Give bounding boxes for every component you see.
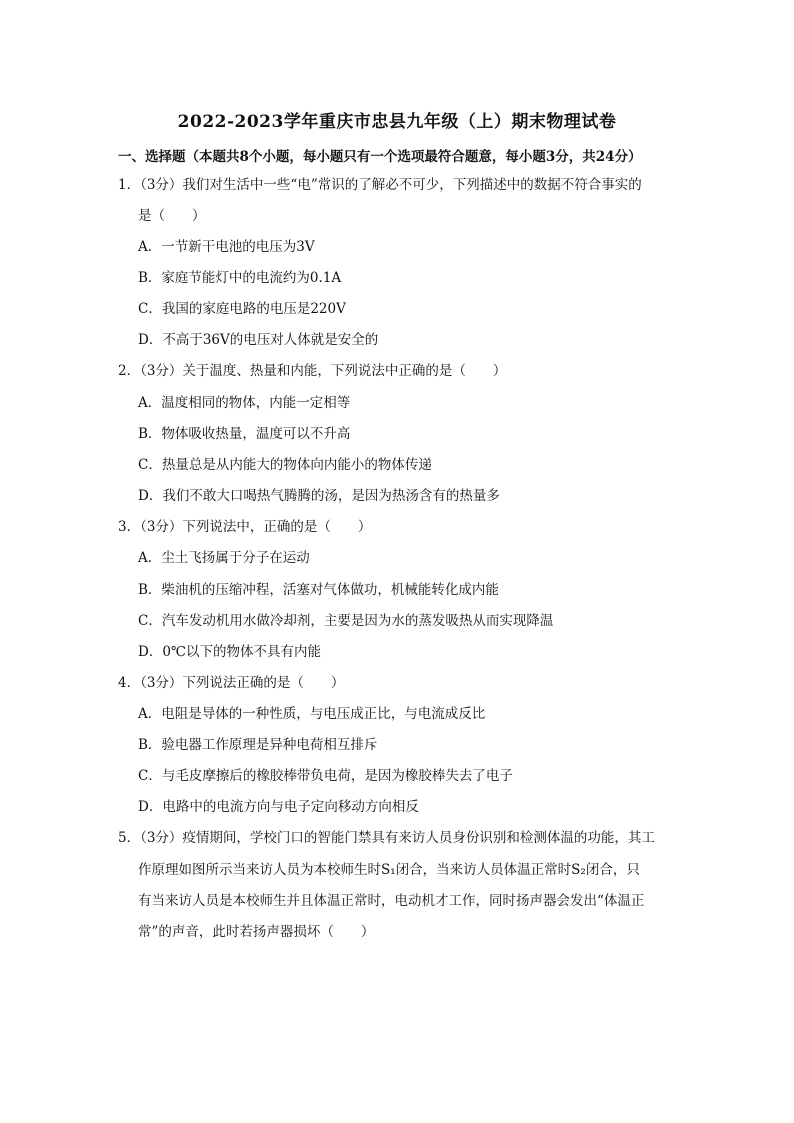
question-1-option-a: A．一节新干电池的电压为3V	[138, 239, 315, 255]
question-4-option-c: C．与毛皮摩擦后的橡胶棒带负电荷，是因为橡胶棒失去了电子	[138, 768, 513, 784]
question-3-option-b: B．柴油机的压缩冲程，活塞对气体做功，机械能转化成内能	[138, 582, 499, 598]
question-3-option-d: D．0℃以下的物体不具有内能	[138, 644, 322, 660]
question-1-stem-line-2: 是（ ）	[138, 208, 206, 224]
section-heading-choice: 一、选择题（本题共8个小题，每小题只有一个选项最符合题意，每小题3分，共24分）	[118, 149, 642, 165]
question-4-option-d: D．电路中的电流方向与电子定向移动方向相反	[138, 799, 419, 815]
question-4-option-b: B．验电器工作原理是异种电荷相互排斥	[138, 737, 378, 753]
question-5-stem-line-1: 5．（3分）疫情期间，学校门口的智能门禁具有来访人员身份识别和检测体温的功能，其工	[118, 830, 655, 846]
question-3-option-a: A．尘土飞扬属于分子在运动	[138, 550, 310, 566]
question-5-stem-line-2: 作原理如图所示当来访人员为本校师生时S₁闭合，当来访人员体温正常时S₂闭合，只	[138, 862, 640, 878]
question-2-stem: 2．（3分）关于温度、热量和内能，下列说法中正确的是（ ）	[118, 363, 507, 379]
question-5-stem-line-3: 有当来访人员是本校师生并且体温正常时，电动机才工作，同时扬声器会发出“体温正	[138, 893, 645, 909]
question-1-option-d: D．不高于36V的电压对人体就是安全的	[138, 332, 379, 348]
question-5-stem-line-4: 常”的声音，此时若扬声器损坏（ ）	[138, 924, 375, 940]
question-2-option-c: C．热量总是从内能大的物体向内能小的物体传递	[138, 457, 432, 473]
question-2-option-a: A．温度相同的物体，内能一定相等	[138, 395, 351, 411]
question-2-option-b: B．物体吸收热量，温度可以不升高	[138, 426, 351, 442]
question-1-option-c: C．我国的家庭电路的电压是220V	[138, 301, 346, 317]
question-1-stem-line-1: 1．（3分）我们对生活中一些“电”常识的了解必不可少，下列描述中的数据不符合事实的	[118, 177, 642, 193]
question-2-option-d: D．我们不敢大口喝热气腾腾的汤，是因为热汤含有的热量多	[138, 488, 500, 504]
question-3-option-c: C．汽车发动机用水做冷却剂，主要是因为水的蒸发吸热从而实现降温	[138, 613, 554, 629]
question-4-stem: 4．（3分）下列说法正确的是（ ）	[118, 675, 345, 691]
exam-title: 2022-2023学年重庆市忠县九年级（上）期末物理试卷	[177, 112, 617, 132]
question-4-option-a: A．电阻是导体的一种性质，与电压成正比，与电流成反比	[138, 706, 486, 722]
question-3-stem: 3．（3分）下列说法中，正确的是（ ）	[118, 519, 372, 535]
question-1-option-b: B．家庭节能灯中的电流约为0.1A	[138, 270, 342, 286]
